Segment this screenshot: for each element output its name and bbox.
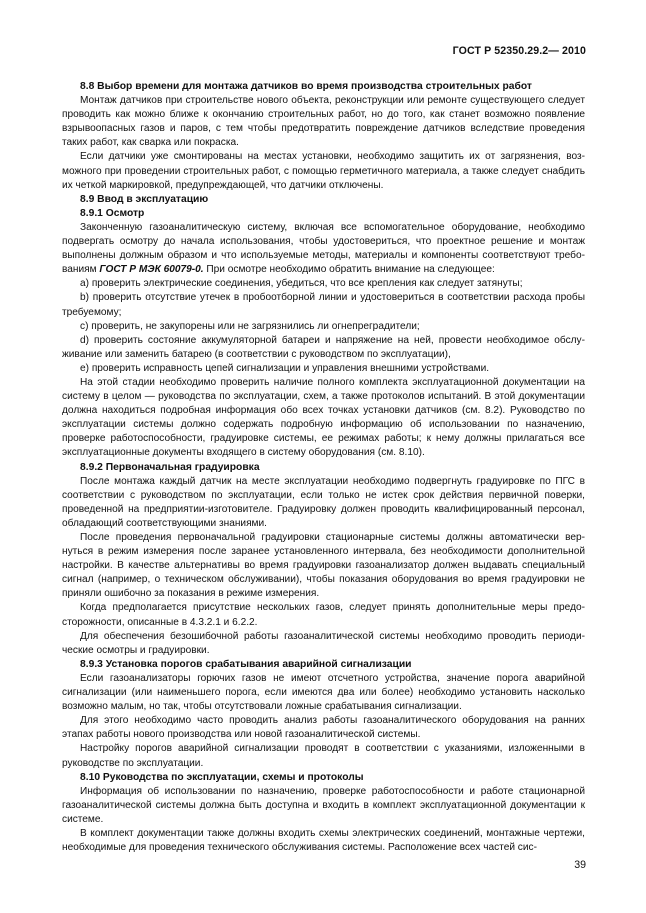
list-item: с) проверить, не закупорены или не загрязнились ли огнепреградители; bbox=[80, 320, 420, 332]
list-item: е) проверить исправность цепей сигнализации и управления внешними устройствами. bbox=[80, 362, 490, 374]
paragraph: Настройку порогов аварийной сигнализации проводят в соответствии с указаниями, изложенными в руководстве по эксплуатации. bbox=[62, 743, 585, 769]
page-number: 39 bbox=[574, 859, 586, 871]
paragraph: Если газоанализаторы горючих газов не имеют отсчетного устройства, значение порога аварийной сигнализации (или наименьшего порога, если имеются два или более) необходимо установить насколько возможно малым, но так, чтобы отсутствовали ложные срабатывания сигнализации. bbox=[62, 672, 585, 713]
paragraph: Для обеспечения безошибочной работы газоаналитической системы необходимо проводить периодические осмотры и градуировки. bbox=[62, 630, 585, 656]
paragraph: Для этого необходимо часто проводить анализ работы газоаналитического оборудования на ранних этапах работы нового производства или новой газоаналитической системы. bbox=[62, 715, 585, 741]
list-item: а) проверить электрические соединения, убедиться, что все крепления как следует затянуты; bbox=[80, 278, 523, 290]
paragraph: После монтажа каждый датчик на месте эксплуатации необходимо подвергнуть градуировке по ПГС в соответствии с руководством по эксплуатации, если только не истек срок действия первичной поверки, проведенной на предприятии-изготовителе. Градуировку должен проводить квалифицированный персонал, обладающий соответствующими знаниями. bbox=[62, 475, 585, 529]
section-8-9-1-title: 8.9.1 Осмотр bbox=[80, 207, 145, 219]
section-8-8-title: 8.8 Выбор времени для монтажа датчиков во время производства строительных работ bbox=[80, 81, 532, 92]
paragraph: Если датчики уже смонтированы на местах установки, необходимо защитить их от загрязнения, возможного при проведении строительных работ, с помощью герметичного материала, а также следует снабдить их четкой маркировкой, предупреждающей, что датчики отключены. bbox=[62, 151, 585, 191]
section-8-9-3-title: 8.9.3 Установка порогов срабатывания аварийной сигнализации bbox=[80, 658, 412, 670]
list-item: d) проверить состояние аккумуляторной батареи и напряжение на ней, провести необходимое обслуживание или заменить батарею (в соответствии с руководством по эксплуатации), bbox=[62, 334, 585, 360]
section-8-10-title: 8.10 Руководства по эксплуатации, схемы и протоколы bbox=[80, 771, 364, 783]
page-content bbox=[62, 80, 585, 855]
paragraph: На этой стадии необходимо проверить наличие полного комплекта эксплуатационной документации на систему в целом — руководства по эксплуатации, схем, а также протоколов испытаний. В этой документации должна находиться подробная информация обо всех точках установки датчиков (см. 8.2). Руководство по эксплуатации системы должно содержать подробную информацию об использовании по назначению, проверке работоспособности, градуировке системы, ее режимах работы; к нему должны прилагаться все эксплуатационные документы входящего в систему оборудования (см. 8.10). bbox=[62, 376, 585, 459]
paragraph-text: Законченную газоаналитическую систему, включая все вспомогательное оборудование, необходимо подвергать осмотру до начала использования, чтобы удостовериться, что проектное решение и монтаж выполнены должным образом и что используемые методы, материалы и компоненты соответствуют требованиям bbox=[62, 221, 585, 276]
standard-header: ГОСТ Р 52350.29.2— 2010 bbox=[452, 45, 586, 57]
paragraph: После проведения первоначальной градуировки стационарные системы должны автоматически вернуться в режим измерения после заранее установленного интервала, без необходимости дополнительной настройки. В качестве альтернативы во время градуировки газоанализатор должен выдавать специальный сигнал (например, о техническом обслуживании), чтобы показания оборудования во время градуировки не приняли ошибочно за показания в режиме измерения. bbox=[62, 532, 585, 600]
paragraph-with-reference bbox=[62, 221, 585, 277]
paragraph: В комплект документации также должны входить схемы электрических соединений, монтажные чертежи, необходимые для проведения технического обслуживания системы. Расположение всех частей сис- bbox=[62, 827, 585, 854]
standard-reference: ГОСТ Р МЭК 60079-0. bbox=[99, 264, 204, 276]
section-8-9-title: 8.9 Ввод в эксплуатацию bbox=[80, 193, 209, 205]
section-8-9-2-title: 8.9.2 Первоначальная градуировка bbox=[80, 461, 260, 473]
list-item: b) проверить отсутствие утечек в пробоотборной линии и удостовериться в соответствии расхода пробы требуемому; bbox=[62, 292, 585, 318]
paragraph: Когда предполагается присутствие нескольких газов, следует принять дополнительные меры предосторожности, описанные в 4.3.2.1 и 6.2.2. bbox=[62, 602, 585, 628]
paragraph: Информация об использовании по назначению, проверке работоспособности и работе стационарной газоаналитической системы должна быть доступна и входить в комплект эксплуатационной документации к системе. bbox=[62, 785, 585, 825]
paragraph: Монтаж датчиков при строительстве нового объекта, реконструкции или ремонте существующего следует проводить как можно ближе к окончанию строительных работ, но до того, как станет возможно появление взрывоопасных газов и паров, с тем чтобы предотвратить повреждение датчиков вследствие проведения таких работ, как сварка или покраска. bbox=[62, 95, 585, 149]
paragraph-text: При осмотре необходимо обратить внимание на следующее: bbox=[203, 264, 495, 276]
